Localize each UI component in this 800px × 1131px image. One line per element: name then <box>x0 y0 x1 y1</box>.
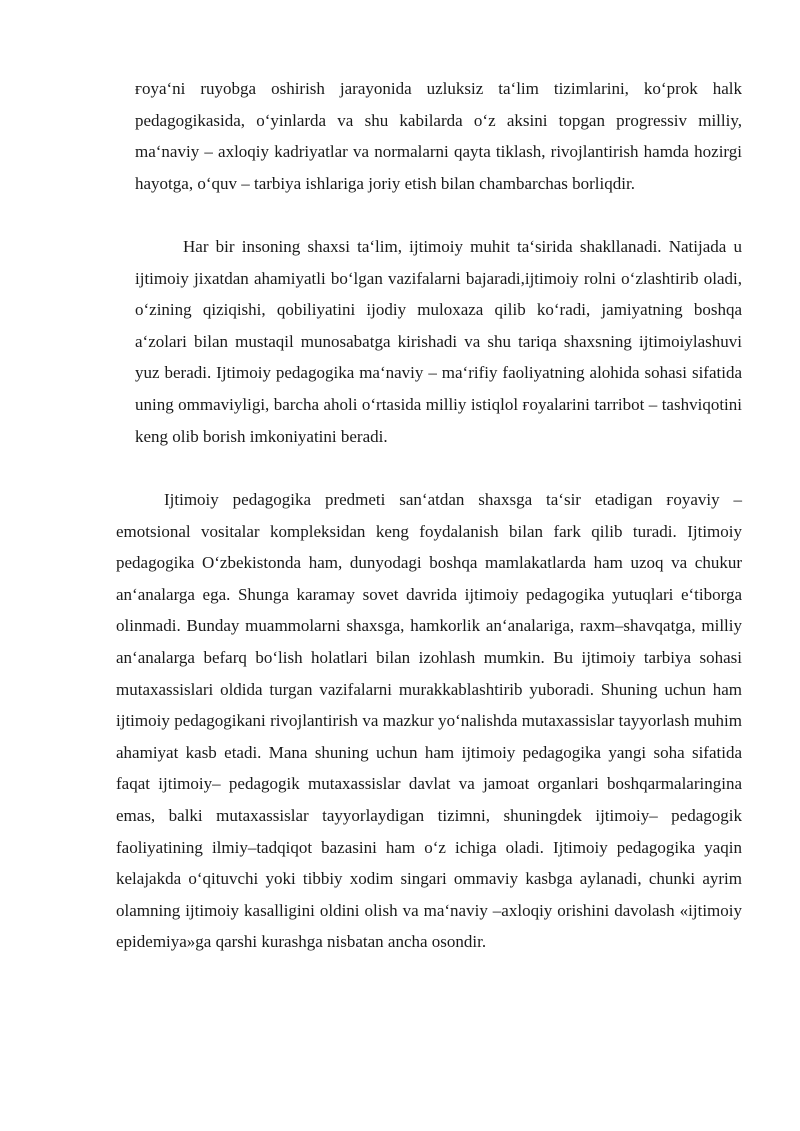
paragraph-3: Ijtimoiy pedagogika predmeti san‘atdan shaxsga ta‘sir etadigan ғoyaviy – emotsional vositalar kompleksidan keng foydalanish bilan fark qilib turadi. Ijtimoiy pedagogika O‘zbekistonda ham, dunyodagi boshqa mamlakatlarda ham uzoq va chukur an‘analarga ega. Shunga karamay sovet davrida ijtimoiy pedagogika yutuqlari e‘tiborga olinmadi. Bunday muammolarni shaxsga, hamkorlik an‘analariga, raxm–shavqatga, milliy an‘analarga befarq bo‘lish holatlari bilan izohlash mumkin. Bu ijtimoiy tarbiya sohasi mutaxassislari oldida turgan vazifalarni murakkablashtirib yuboradi. Shuning uchun ham ijtimoiy pedagogikani rivojlantirish va mazkur yo‘nalishda mutaxassislar tayyorlash muhim ahamiyat kasb etadi. Mana shuning uchun ham ijtimoiy pedagogika yangi soha sifatida faqat ijtimoiy– pedagogik mutaxassislar davlat va jamoat organlari boshqarmalaringina emas, balki mutaxassislar tayyorlaydigan tizimni, shuningdek ijtimoiy– pedagogik faoliyatining ilmiy–tadqiqot bazasini ham o‘z ichiga oladi. Ijtimoiy pedagogika yaqin kelajakda o‘qituvchi yoki tibbiy xodim singari ommaviy kasbga aylanadi, chunki ayrim olamning ijtimoiy kasalligini oldini olish va ma‘naviy –axloqiy orishini davolash «ijtimoiy epidemiya»ga qarshi kurashga nisbatan ancha osondir. <box>116 490 742 952</box>
paragraph-2: Har bir insoning shaxsi ta‘lim, ijtimoiy muhit ta‘sirida shakllanadi. Natijada u ijtimoiy jixatdan ahamiyatli bo‘lgan vazifalarni bajaradi,ijtimoiy rolni o‘zlashtirib oladi, o‘zining qiziqishi, qobiliyatini ijodiy muloxaza qilib ko‘radi, jamiyatning boshqa a‘zolari bilan mustaqil munosabatga kirishadi va shu tariqa shaxsning ijtimoiylashuvi yuz beradi. Ijtimoiy pedagogika ma‘naviy – ma‘rifiy faoliyatning alohida sohasi sifatida uning ommaviyligi, barcha aholi o‘rtasida milliy istiqlol ғoyalarini tarribot – tashviqotini keng olib borish imkoniyatini beradi. <box>135 237 742 446</box>
paragraph-1: ғoya‘ni ruyobga oshirish jarayonida uzluksiz ta‘lim tizimlarini, ko‘prok halk pedagogikasida, o‘yinlarda va shu kabilarda o‘z aksini topgan progressiv milliy, ma‘naviy – axloqiy kadriyatlar va normalarni qayta tiklash, rivojlantirish hamda hozirgi hayotga, o‘quv – tarbiya ishlariga joriy etish bilan chambarchas borliqdir. <box>135 79 742 193</box>
